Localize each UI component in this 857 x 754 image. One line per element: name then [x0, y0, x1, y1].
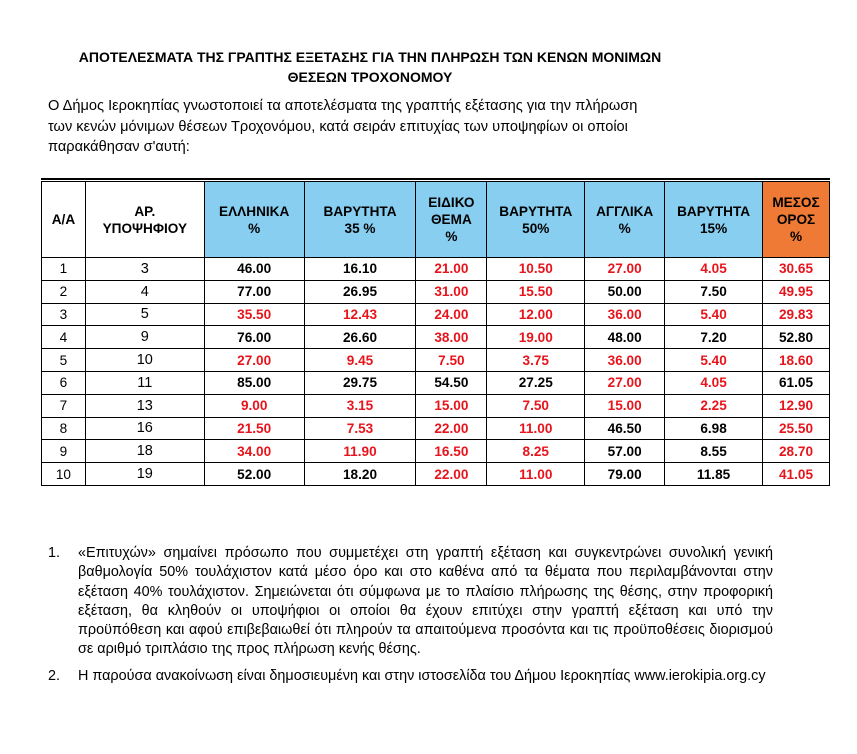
cell-weight-15: 4.05 — [665, 371, 763, 394]
title-line-1: ΑΠΟΤΕΛΕΣΜΑΤΑ ΤΗΣ ΓΡΑΠΤΗΣ ΕΞΕΤΑΣΗΣ ΓΙΑ ΤΗΝ ΠΛΗΡΩΣΗ ΤΩΝ ΚΕΝΩΝ ΜΟΝΙΜΩΝ — [78, 49, 662, 65]
header-weight-35: ΒΑΡΥΤΗΤΑ 35 % — [304, 182, 416, 258]
cell-weight-15: 5.40 — [665, 303, 763, 326]
footnote-item — [48, 544, 773, 660]
title-line-2: ΘΕΣΕΩΝ ΤΡΟΧΟΝΟΜΟΥ — [287, 69, 453, 85]
cell-greek: 34.00 — [204, 440, 304, 463]
cell-special-subject: 22.00 — [416, 417, 487, 440]
intro-paragraph — [48, 96, 728, 158]
cell-greek: 52.00 — [204, 463, 304, 486]
cell-weight-35: 9.45 — [304, 349, 416, 372]
cell-english: 27.00 — [585, 371, 665, 394]
intro-line-2: των κενών μόνιμων θέσεων Τροχονόμου, κατά σειράν επιτυχίας των υποψηφίων οι οποίοι — [48, 118, 628, 135]
cell-average: 52.80 — [763, 326, 830, 349]
cell-aa: 10 — [42, 463, 86, 486]
cell-weight-35: 26.95 — [304, 280, 416, 303]
cell-special-subject: 7.50 — [416, 349, 487, 372]
cell-greek: 35.50 — [204, 303, 304, 326]
cell-greek: 27.00 — [204, 349, 304, 372]
cell-weight-15: 2.25 — [665, 394, 763, 417]
header-weight-15: ΒΑΡΥΤΗΤΑ 15% — [665, 182, 763, 258]
cell-greek: 9.00 — [204, 394, 304, 417]
table-row — [42, 417, 830, 440]
cell-weight-35: 16.10 — [304, 258, 416, 281]
cell-weight-50: 27.25 — [487, 371, 585, 394]
cell-average: 49.95 — [763, 280, 830, 303]
footnote-number: 1. — [48, 545, 61, 561]
table-row — [42, 303, 830, 326]
cell-weight-50: 7.50 — [487, 394, 585, 417]
header-special-subject: ΕΙΔΙΚΟ ΘΕΜΑ % — [416, 182, 487, 258]
cell-weight-15: 5.40 — [665, 349, 763, 372]
cell-weight-15: 6.98 — [665, 417, 763, 440]
cell-aa: 4 — [42, 326, 86, 349]
table-row — [42, 394, 830, 417]
cell-weight-35: 12.43 — [304, 303, 416, 326]
cell-candidate-number: 18 — [85, 440, 204, 463]
cell-english: 46.50 — [585, 417, 665, 440]
cell-weight-35: 18.20 — [304, 463, 416, 486]
cell-weight-50: 15.50 — [487, 280, 585, 303]
table-header-row — [42, 182, 830, 258]
cell-special-subject: 54.50 — [416, 371, 487, 394]
footnote-number: 2. — [48, 667, 61, 684]
document-title — [30, 47, 710, 87]
cell-greek: 76.00 — [204, 326, 304, 349]
cell-weight-50: 10.50 — [487, 258, 585, 281]
table-row — [42, 440, 830, 463]
cell-aa: 7 — [42, 394, 86, 417]
cell-english: 15.00 — [585, 394, 665, 417]
cell-aa: 6 — [42, 371, 86, 394]
header-candidate-number: ΑΡ. ΥΠΟΨΗΦΙΟΥ — [85, 182, 204, 258]
table-top-rule — [41, 178, 830, 180]
cell-english: 57.00 — [585, 440, 665, 463]
cell-special-subject: 31.00 — [416, 280, 487, 303]
results-table — [41, 181, 830, 486]
cell-english: 36.00 — [585, 349, 665, 372]
cell-weight-35: 11.90 — [304, 440, 416, 463]
cell-average: 30.65 — [763, 258, 830, 281]
cell-candidate-number: 11 — [85, 371, 204, 394]
table-row — [42, 326, 830, 349]
cell-weight-15: 7.50 — [665, 280, 763, 303]
cell-special-subject: 24.00 — [416, 303, 487, 326]
cell-weight-35: 7.53 — [304, 417, 416, 440]
cell-special-subject: 15.00 — [416, 394, 487, 417]
cell-english: 48.00 — [585, 326, 665, 349]
cell-weight-50: 8.25 — [487, 440, 585, 463]
cell-weight-15: 7.20 — [665, 326, 763, 349]
cell-average: 61.05 — [763, 371, 830, 394]
header-greek: ΕΛΛΗΝΙΚΑ % — [204, 182, 304, 258]
table-row — [42, 463, 830, 486]
cell-weight-35: 3.15 — [304, 394, 416, 417]
cell-weight-35: 29.75 — [304, 371, 416, 394]
cell-average: 29.83 — [763, 303, 830, 326]
cell-weight-15: 11.85 — [665, 463, 763, 486]
table-row — [42, 280, 830, 303]
cell-candidate-number: 19 — [85, 463, 204, 486]
footnote-text: Η παρούσα ανακοίνωση είναι δημοσιευμένη και στην ιστοσελίδα του Δήμου Ιεροκηπίας www.ierokipia.org.cy — [78, 667, 766, 684]
cell-greek: 85.00 — [204, 371, 304, 394]
cell-greek: 21.50 — [204, 417, 304, 440]
header-average: ΜΕΣΟΣ ΟΡΟΣ % — [763, 182, 830, 258]
cell-special-subject: 21.00 — [416, 258, 487, 281]
cell-weight-50: 11.00 — [487, 463, 585, 486]
cell-aa: 2 — [42, 280, 86, 303]
header-weight-50: ΒΑΡΥΤΗΤΑ 50% — [487, 182, 585, 258]
cell-weight-15: 4.05 — [665, 258, 763, 281]
table-row — [42, 371, 830, 394]
cell-candidate-number: 10 — [85, 349, 204, 372]
cell-weight-50: 12.00 — [487, 303, 585, 326]
cell-special-subject: 22.00 — [416, 463, 487, 486]
table-body — [42, 258, 830, 486]
cell-weight-35: 26.60 — [304, 326, 416, 349]
intro-line-1: Ο Δήμος Ιεροκηπίας γνωστοποιεί τα αποτελέσματα της γραπτής εξέτασης για την πλήρωση — [48, 98, 638, 114]
cell-average: 12.90 — [763, 394, 830, 417]
cell-candidate-number: 4 — [85, 280, 204, 303]
header-aa: Α/Α — [42, 182, 86, 258]
cell-english: 27.00 — [585, 258, 665, 281]
footnote-text: «Επιτυχών» σημαίνει πρόσωπο που συμμετέχει στη γραπτή εξέταση και συγκεντρώνει συνολική γενική βαθμολογία 50% τουλάχιστον κατά μέσο όρο και στο καθένα από τα θέματα που περιλαμβάνονται στην εξέταση 40% τουλάχιστον. Σημειώνεται ότι σύμφωνα με το πλαίσιο πλήρωσης της θέσης, στην προφορική εξέταση, θα κληθούν οι υποψήφιοι οι οποίοι θα έχουν επιτύχει στην γραπτή εξέταση και υπό την προϋπόθεση και αφού επιβεβαιωθεί ότι πληρούν τα απαιτούμενα προσόντα και τις προϋποθέσεις διορισμού σε αριθμό τριπλάσιο της προς πλήρωση κενής θέσης. — [78, 545, 773, 658]
cell-candidate-number: 5 — [85, 303, 204, 326]
cell-special-subject: 16.50 — [416, 440, 487, 463]
table-row — [42, 349, 830, 372]
cell-aa: 8 — [42, 417, 86, 440]
intro-line-3: παρακάθησαν σ'αυτή: — [48, 139, 190, 155]
cell-greek: 77.00 — [204, 280, 304, 303]
cell-english: 50.00 — [585, 280, 665, 303]
cell-aa: 5 — [42, 349, 86, 372]
table-row — [42, 258, 830, 281]
cell-candidate-number: 16 — [85, 417, 204, 440]
cell-weight-50: 3.75 — [487, 349, 585, 372]
cell-english: 36.00 — [585, 303, 665, 326]
cell-aa: 9 — [42, 440, 86, 463]
cell-candidate-number: 3 — [85, 258, 204, 281]
header-english: ΑΓΓΛΙΚΑ % — [585, 182, 665, 258]
cell-candidate-number: 13 — [85, 394, 204, 417]
footnote-item — [48, 667, 773, 686]
cell-average: 41.05 — [763, 463, 830, 486]
cell-aa: 1 — [42, 258, 86, 281]
cell-weight-15: 8.55 — [665, 440, 763, 463]
cell-weight-50: 19.00 — [487, 326, 585, 349]
cell-greek: 46.00 — [204, 258, 304, 281]
cell-english: 79.00 — [585, 463, 665, 486]
cell-average: 18.60 — [763, 349, 830, 372]
cell-weight-50: 11.00 — [487, 417, 585, 440]
cell-average: 28.70 — [763, 440, 830, 463]
cell-aa: 3 — [42, 303, 86, 326]
cell-special-subject: 38.00 — [416, 326, 487, 349]
cell-average: 25.50 — [763, 417, 830, 440]
footnotes-list — [48, 544, 773, 693]
cell-candidate-number: 9 — [85, 326, 204, 349]
